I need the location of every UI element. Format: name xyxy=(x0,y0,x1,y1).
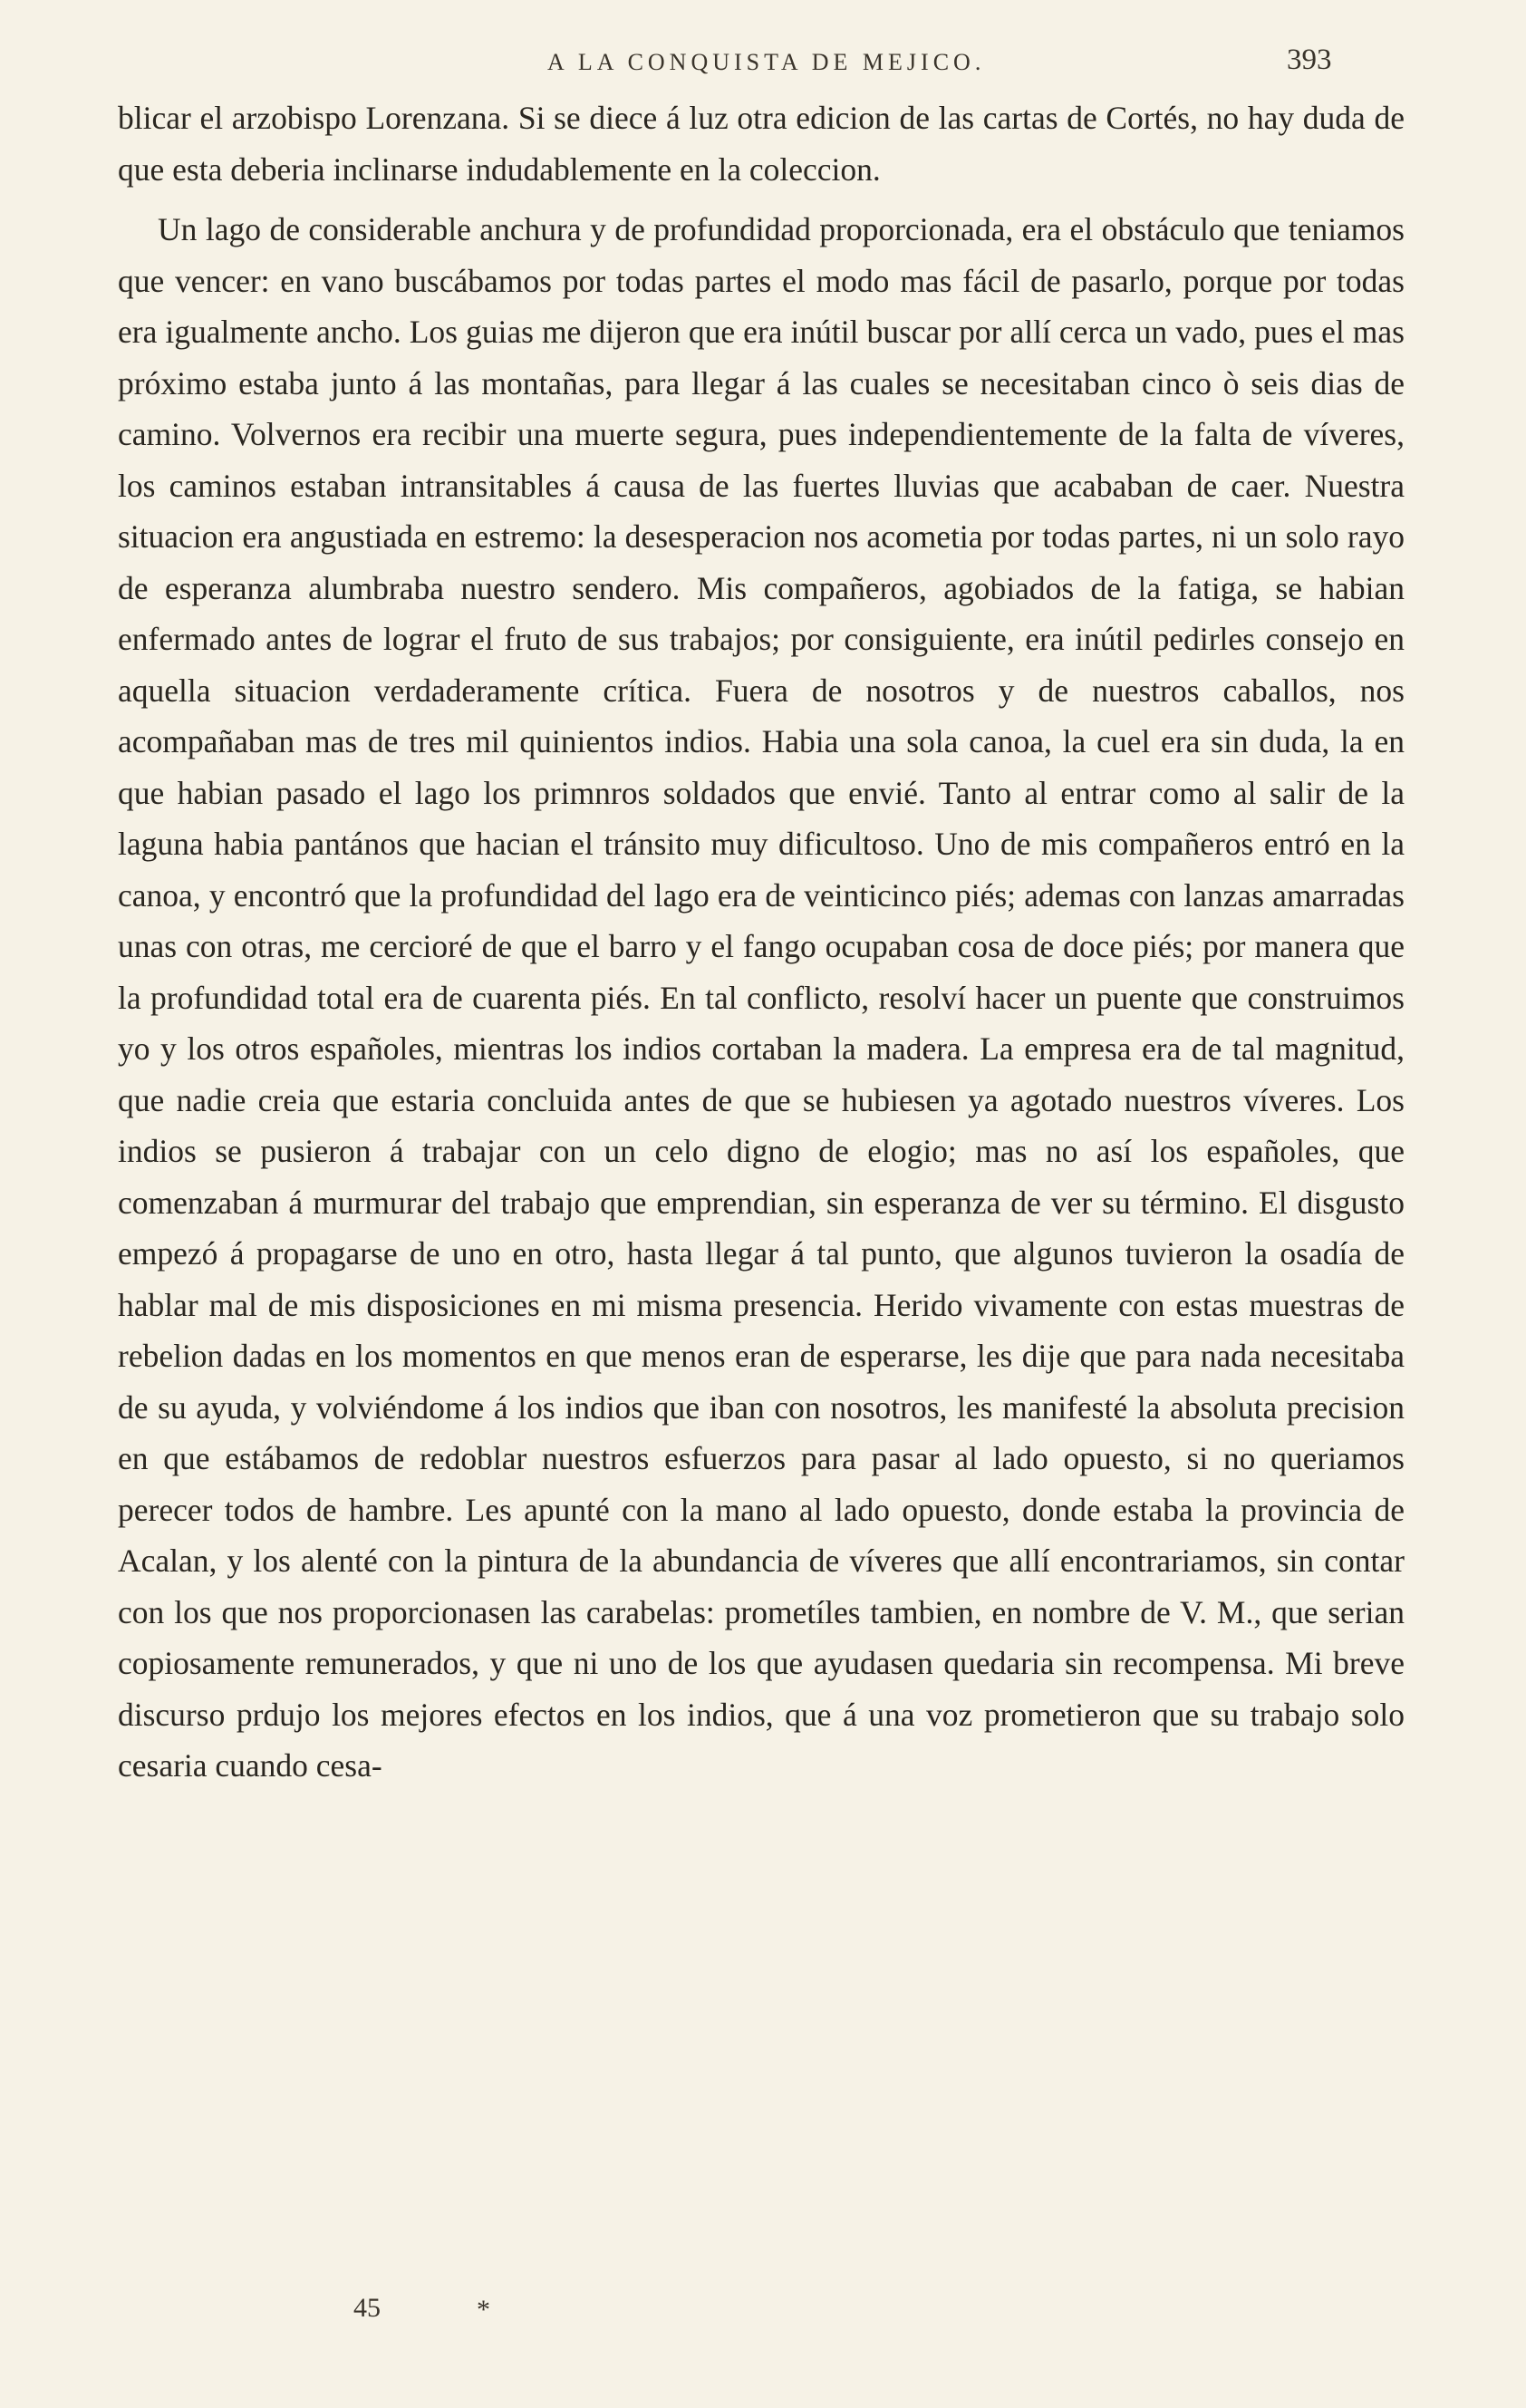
running-head xyxy=(0,44,1526,85)
signature-mark: * xyxy=(477,2295,490,2325)
signature-number: 45 xyxy=(353,2293,381,2323)
paragraph-continued: blicar el arzobispo Lorenzana. Si se diece á luz otra edicion de las cartas de Cortés, no hay duda de que esta deberia inclinarse indudablemente en la coleccion. xyxy=(118,100,1405,188)
page-number: 393 xyxy=(1287,44,1332,76)
body-text xyxy=(118,92,1405,1792)
paragraph: Un lago de considerable anchura y de profundidad proporcionada, era el obstáculo que teniamos que vencer: en vano buscábamos por todas partes el modo mas fácil de pasarlo, porque por todas era igualmente ancho. Los guias me dijeron que era inútil buscar por allí cerca un vado, pues el mas próximo estaba junto á las montañas, para llegar á las cuales se necesitaban cinco ò seis dias de camino. Volvernos era recibir una muerte segura, pues independientemente de la falta de víveres, los caminos estaban intransitables á causa de las fuertes lluvias que acababan de caer. Nuestra situacion era angustiada en estremo: la desesperacion nos acometia por todas partes, ni un solo rayo de esperanza alumbraba nuestro sendero. Mis compañeros, agobiados de la fatiga, se habian enfermado antes de lograr el fruto de sus trabajos; por consiguiente, era inútil pedirles consejo en aquella situacion verdaderamente crítica. Fuera de nosotros y de nuestros caballos, nos acompañaban mas de tres mil quinientos indios. Habia una sola canoa, la cuel era sin duda, la en que habian pasado el lago los primnros soldados que envié. Tanto al entrar como al salir de la laguna habia pantános que hacian el tránsito muy dificultoso. Uno de mis compañeros entró en la canoa, y encontró que la profundidad del lago era de veinticinco piés; ademas con lanzas amarradas unas con otras, me cercioré de que el barro y el fango ocupaban cosa de doce piés; por manera que la profundidad total era de cuarenta piés. En tal conflicto, resolví hacer un puente que construimos yo y los otros españoles, mientras los indios cortaban la madera. La empresa era de tal magnitud, que nadie creia que estaria concluida antes de que se hubiesen ya agotado nuestros víveres. Los indios se pusieron á trabajar con un celo digno de elogio; mas no así los españoles, que comenzaban á murmurar del trabajo que emprendian, sin esperanza de ver su término. El disgusto empezó á propagarse de uno en otro, hasta llegar á tal punto, que algunos tuvieron la osadía de hablar mal de mis disposiciones en mi misma presencia. Herido vivamente con estas muestras de rebelion dadas en los momentos en que menos eran de esperarse, les dije que para nada necesitaba de su ayuda, y volviéndome á los indios que iban con nosotros, les manifesté la absoluta precision en que estábamos de redoblar nuestros esfuerzos para pasar al lado opuesto, si no queriamos perecer todos de hambre. Les apunté con la mano al lado opuesto, donde estaba la provincia de Acalan, y los alenté con la pintura de la abundancia de víveres que allí encontrariamos, sin contar con los que nos proporcionasen las carabelas: prometíles tambien, en nombre de V. M., que serian copiosamente remunerados, y que ni uno de los que ayudasen quedaria sin recompensa. Mi breve discurso prdujo los mejores efectos en los indios, que á una voz prometieron que su trabajo solo cesaria cuando cesa- xyxy=(118,211,1405,1784)
page-footer xyxy=(0,2293,1526,2329)
running-title: A LA CONQUISTA DE MEJICO. xyxy=(547,49,986,75)
